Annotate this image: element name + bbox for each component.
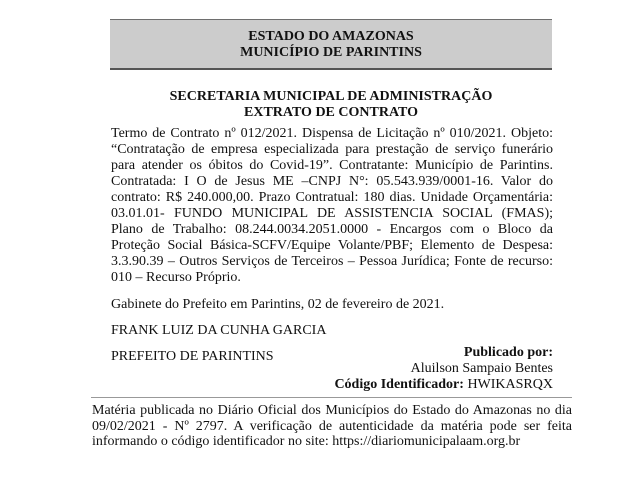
municipality-name: MUNICÍPIO DE PARINTINS xyxy=(240,45,422,60)
footer-divider xyxy=(91,397,572,398)
signatory-name: FRANK LUIZ DA CUNHA GARCIA xyxy=(111,323,327,338)
contract-summary-paragraph: Termo de Contrato nº 012/2021. Dispensa de Licitação nº 010/2021. Objeto: “Contratação de empresa especializada para prestação de serviço funerário para atender os óbitos do Covid-19”. Contratante: Município de Parintins. Contratada: I O de Jesus ME –CNPJ N°: 05.543.939/0001-16. Valor do contrato: R$ 240.000,00. Prazo Contratual: 180 dias. Unidade Orçamentária: 03.01.01- FUNDO MUNICIPAL DE ASSISTENCIA SOCIAL (FMAS); Plano de Trabalho: 08.244.0034.2051.0000 - Encargos com o Bloco da Proteção Social Básica-SCFV/Equipe Volante/PBF; Elemento de Despesa: 3.3.90.39 – Outros Serviços de Terceiros – Pessoa Jurídica; Fonte de recurso: 010 – Recurso Próprio. xyxy=(111,126,553,285)
document-title xyxy=(110,89,552,120)
identifier-label: Código Identificador: xyxy=(334,377,464,392)
published-by-label: Publicado por: xyxy=(463,345,553,360)
identifier-line xyxy=(111,377,553,393)
signatory-title: PREFEITO DE PARINTINS xyxy=(111,349,274,364)
identifier-code: HWIKASRQX xyxy=(467,377,553,392)
department-heading: SECRETARIA MUNICIPAL DE ADMINISTRAÇÃO xyxy=(169,89,493,104)
publisher-name: Aluilson Sampaio Bentes xyxy=(410,361,553,376)
document-body xyxy=(111,126,553,365)
document-type-heading: EXTRATO DE CONTRATO xyxy=(244,104,418,120)
publisher-block xyxy=(111,345,553,393)
publication-footer: Matéria publicada no Diário Oficial dos Municípios do Estado do Amazonas no dia 09/02/2021 - Nº 2797. A verificação de autenticidade da matéria pode ser feita informando o código identificador no site: https://diariomunicipalaam.org.br xyxy=(92,403,572,449)
place-date: Gabinete do Prefeito em Parintins, 02 de fevereiro de 2021. xyxy=(111,297,445,312)
header-banner xyxy=(110,19,552,70)
state-name: ESTADO DO AMAZONAS xyxy=(248,29,414,44)
